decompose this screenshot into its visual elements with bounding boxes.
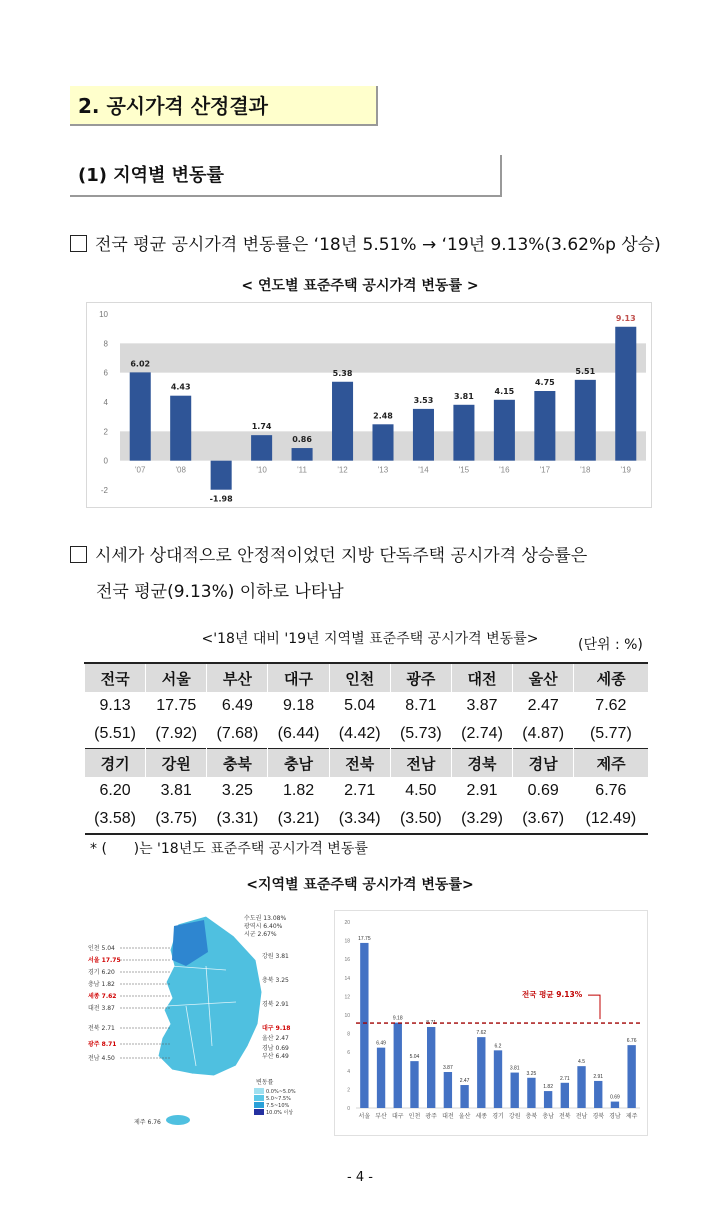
y-tick-label: 4 — [347, 1068, 350, 1075]
data-label: 6.76 — [626, 1038, 637, 1045]
change-value-cell: 2.47 — [527, 697, 559, 714]
prev-value-cell: (5.51) — [94, 725, 136, 742]
jeju-label: 제주 6.76 — [134, 1119, 161, 1126]
prev-value-cell: (3.50) — [399, 810, 442, 827]
x-tick-label: '18 — [580, 465, 591, 475]
data-label: 5.51 — [575, 366, 596, 376]
data-label: 3.53 — [413, 395, 434, 405]
bar — [453, 405, 474, 461]
bar — [394, 1023, 402, 1108]
y-tick-label: 0 — [103, 456, 108, 466]
x-tick-label: '10 — [256, 465, 267, 475]
region-label: 충남 1.82 — [88, 981, 115, 988]
prev-value-cell: (3.34) — [338, 810, 381, 827]
bar — [494, 400, 515, 461]
change-value-cell: 7.62 — [595, 697, 627, 714]
x-tick-label: '13 — [377, 465, 389, 475]
x-tick-label: '16 — [499, 465, 510, 475]
data-label: 6.49 — [376, 1040, 386, 1047]
y-tick-label: 6 — [347, 1050, 350, 1057]
metro-summary-label: 시군 2.67% — [244, 931, 277, 938]
y-tick-label: 6 — [103, 368, 108, 378]
y-tick-label: 0 — [347, 1106, 350, 1112]
region-label: 전북 2.71 — [88, 1025, 115, 1032]
change-value-cell: 6.49 — [221, 697, 253, 714]
table-value-row — [85, 692, 649, 720]
prev-value-cell: (5.73) — [399, 725, 442, 742]
data-label: -1.98 — [209, 494, 233, 504]
prev-value-cell: (6.44) — [277, 725, 320, 742]
data-label: 6.2 — [494, 1043, 502, 1050]
data-label: 4.75 — [534, 378, 555, 387]
x-tick-label: 제주 — [625, 1113, 638, 1120]
bar — [477, 1037, 485, 1108]
x-tick-label: '17 — [539, 465, 551, 475]
prev-value-cell: (3.29) — [461, 810, 503, 827]
bar — [372, 424, 393, 460]
bullet-2-line1: 시세가 상대적으로 안정적이었던 지방 단독주택 공시가격 상승률은 — [95, 546, 588, 566]
region-label: 경남 0.69 — [262, 1045, 289, 1052]
x-tick-label: '14 — [418, 465, 429, 475]
bullet-2-line2: 전국 평균(9.13%) 이하로 나타남 — [96, 582, 344, 602]
x-tick-label: 울산 — [458, 1113, 471, 1120]
yearly-change-chart — [86, 302, 652, 508]
y-tick-label: 2 — [103, 427, 108, 437]
y-tick-label: 20 — [344, 920, 350, 926]
bar — [527, 1078, 535, 1108]
change-value-cell: 2.91 — [466, 782, 498, 799]
change-value-cell: 3.25 — [221, 782, 253, 799]
region-name-cell: 경남 — [513, 749, 574, 778]
region-name-cell: 대구 — [268, 663, 329, 692]
prev-value-cell: (12.49) — [585, 810, 637, 827]
y-tick-label: 2 — [347, 1087, 350, 1094]
x-tick-label: 전북 — [559, 1113, 571, 1120]
region-label: 세종 7.62 — [88, 993, 117, 1000]
x-tick-label: '15 — [458, 465, 470, 475]
footnote: * ( )는 '18년도 표준주택 공시가격 변동률 — [90, 841, 368, 857]
region-name-cell: 대전 — [451, 663, 512, 692]
national-average-label: 전국 평균 9.13% — [522, 990, 583, 1000]
prev-value-cell: (7.92) — [155, 725, 198, 742]
x-tick-label: 경남 — [609, 1113, 621, 1120]
data-label: 9.13 — [615, 313, 636, 323]
change-value-cell: 4.50 — [405, 782, 437, 799]
bar — [251, 435, 272, 461]
prev-value-cell: (5.77) — [589, 725, 632, 742]
bar — [561, 1083, 569, 1108]
region-name-cell: 서울 — [146, 663, 207, 692]
y-tick-label: 12 — [344, 994, 350, 1001]
section-title: 2. 공시가격 산정결과 — [70, 86, 378, 126]
data-label: 4.5 — [578, 1059, 586, 1066]
bar — [170, 396, 191, 461]
regional-change-chart — [334, 910, 648, 1136]
region-name-cell: 경북 — [451, 749, 512, 778]
bar — [377, 1048, 385, 1108]
regional-change-table — [84, 662, 648, 835]
bar — [332, 382, 353, 461]
data-label: 17.75 — [358, 935, 371, 942]
x-tick-label: '08 — [175, 465, 186, 475]
region-name-cell: 전남 — [390, 749, 451, 778]
table-header-row — [85, 749, 649, 778]
region-name-cell: 충북 — [207, 749, 268, 778]
x-tick-label: 서울 — [358, 1113, 371, 1120]
y-tick-label: 4 — [103, 398, 108, 407]
data-label: 1.82 — [543, 1084, 553, 1091]
prev-value-cell: (3.58) — [94, 810, 136, 827]
data-label: 6.02 — [130, 359, 151, 369]
bar — [410, 1061, 418, 1108]
legend-swatch — [254, 1102, 264, 1108]
bar — [444, 1072, 452, 1108]
data-label: 0.86 — [292, 435, 312, 445]
region-name-cell: 전북 — [329, 749, 390, 778]
region-name-cell: 광주 — [390, 663, 451, 692]
bar — [292, 448, 313, 461]
bar — [494, 1050, 502, 1108]
x-tick-label: 대전 — [442, 1113, 454, 1120]
table-unit: (단위 : %) — [578, 637, 643, 653]
legend-label: 0.0%~5.0% — [266, 1089, 296, 1095]
x-tick-label: 인천 — [408, 1113, 421, 1120]
bullet-2 — [70, 544, 710, 568]
bar — [615, 327, 636, 461]
page-number: - 4 - — [347, 1170, 373, 1185]
data-label: 4.15 — [494, 386, 515, 396]
legend-swatch — [254, 1109, 264, 1115]
region-name-cell: 제주 — [574, 749, 648, 778]
data-label: 2.48 — [373, 411, 393, 421]
region-label: 경북 2.91 — [262, 1001, 289, 1008]
x-tick-label: 강원 — [508, 1113, 521, 1120]
prev-value-cell: (4.42) — [338, 725, 381, 742]
change-value-cell: 0.69 — [527, 782, 559, 799]
region-name-cell: 울산 — [513, 663, 574, 692]
x-tick-label: 부산 — [375, 1113, 387, 1120]
region-label: 대구 9.18 — [262, 1025, 291, 1032]
region-name-cell: 부산 — [207, 663, 268, 692]
x-tick-label: '19 — [620, 465, 631, 475]
data-label: 3.25 — [526, 1070, 537, 1077]
data-label: 4.43 — [170, 382, 191, 392]
legend-title: 변동률 — [256, 1079, 274, 1086]
x-tick-label: '11 — [297, 465, 307, 475]
data-label: 2.71 — [559, 1075, 570, 1082]
prev-value-cell: (7.68) — [216, 725, 259, 742]
bar — [360, 943, 368, 1108]
data-label: 3.81 — [454, 391, 474, 401]
x-tick-label: 경북 — [592, 1113, 605, 1120]
x-tick-label: 경기 — [492, 1113, 504, 1120]
change-value-cell: 1.82 — [282, 782, 315, 799]
prev-value-cell: (3.75) — [155, 810, 198, 827]
region-name-cell: 충남 — [268, 749, 329, 778]
table-caption: <'18년 대비 '19년 지역별 표준주택 공시가격 변동률> — [201, 631, 539, 647]
legend-label: 7.5~10% — [266, 1103, 290, 1109]
grid-band — [120, 343, 646, 372]
y-tick-label: 18 — [344, 938, 350, 945]
y-tick-label: 8 — [347, 1031, 350, 1038]
change-value-cell: 5.04 — [344, 697, 376, 714]
metro-summary-label: 광역시 6.40% — [244, 923, 283, 930]
bar — [544, 1091, 552, 1108]
bar — [460, 1085, 468, 1108]
region-label: 서울 17.75 — [88, 957, 121, 964]
bullet-1 — [70, 233, 710, 257]
korea-change-map — [86, 906, 308, 1138]
x-tick-label: 대구 — [391, 1113, 404, 1120]
map-caption: <지역별 표준주택 공시가격 변동률> — [246, 877, 474, 893]
table-header-row — [85, 663, 649, 692]
bullet-1-text: 전국 평균 공시가격 변동률은 ‘18년 5.51% → ‘19년 9.13%(3.62%p 상승) — [95, 235, 661, 255]
table-prev-row — [85, 720, 649, 749]
change-value-cell: 6.76 — [595, 782, 627, 799]
bar — [575, 380, 596, 461]
data-label: 2.91 — [593, 1073, 604, 1080]
region-name-cell: 강원 — [146, 749, 207, 778]
data-label: 2.47 — [459, 1078, 470, 1085]
data-label: 9.18 — [392, 1015, 403, 1022]
bar — [211, 461, 232, 490]
bar — [534, 391, 555, 461]
data-label: 5.38 — [332, 368, 353, 378]
bar — [413, 409, 434, 461]
region-label: 대전 3.87 — [88, 1005, 115, 1012]
region-name-cell: 경기 — [85, 749, 146, 778]
prev-value-cell: (2.74) — [461, 725, 503, 742]
jeju-island-shape — [166, 1115, 190, 1125]
bar — [577, 1066, 585, 1108]
region-label: 경기 6.20 — [88, 969, 115, 976]
bar — [511, 1073, 519, 1108]
prev-value-cell: (3.21) — [277, 810, 320, 827]
region-name-cell: 전국 — [85, 663, 146, 692]
region-label: 울산 2.47 — [262, 1035, 289, 1042]
data-label: 3.87 — [443, 1065, 453, 1072]
x-tick-label: '07 — [135, 465, 146, 475]
change-value-cell: 17.75 — [156, 697, 197, 714]
x-tick-label: 광주 — [425, 1113, 437, 1120]
bar — [611, 1102, 619, 1108]
y-tick-label: -2 — [100, 486, 108, 495]
y-tick-label: 10 — [99, 310, 108, 319]
change-value-cell: 9.13 — [99, 697, 131, 714]
bar — [427, 1027, 435, 1108]
y-tick-label: 16 — [344, 957, 350, 964]
x-tick-label: 충남 — [542, 1113, 554, 1120]
bar — [594, 1081, 602, 1108]
checkbox-bullet-icon — [70, 546, 87, 563]
x-tick-label: 충북 — [525, 1113, 538, 1120]
bar — [627, 1045, 635, 1108]
data-label: 8.71 — [426, 1019, 437, 1026]
change-value-cell: 8.71 — [405, 697, 437, 714]
region-name-cell: 인천 — [329, 663, 390, 692]
y-tick-label: 10 — [344, 1013, 350, 1019]
table-prev-row — [85, 805, 649, 834]
x-tick-label: 세종 — [475, 1113, 488, 1120]
legend-label: 10.0% 이상 — [266, 1110, 294, 1116]
table-value-row — [85, 777, 649, 805]
legend-label: 5.0~7.5% — [266, 1096, 291, 1102]
bar — [130, 372, 151, 460]
prev-value-cell: (4.87) — [522, 725, 565, 742]
legend-swatch — [254, 1095, 264, 1101]
x-tick-label: '12 — [337, 465, 348, 475]
region-label: 강원 3.81 — [262, 953, 289, 960]
change-value-cell: 3.81 — [160, 782, 192, 799]
region-label: 충북 3.25 — [262, 977, 289, 984]
x-tick-label: 전남 — [575, 1113, 588, 1120]
data-label: 3.81 — [509, 1065, 520, 1072]
y-tick-label: 14 — [344, 975, 350, 982]
legend-swatch — [254, 1088, 264, 1094]
prev-value-cell: (3.31) — [216, 810, 259, 827]
data-label: 1.74 — [251, 422, 272, 432]
subsection-title: (1) 지역별 변동률 — [70, 155, 502, 197]
region-label: 전남 4.50 — [88, 1055, 115, 1062]
data-label: 5.04 — [409, 1054, 420, 1061]
change-value-cell: 9.18 — [282, 697, 315, 714]
change-value-cell: 6.20 — [99, 782, 131, 799]
change-value-cell: 3.87 — [466, 697, 498, 714]
checkbox-bullet-icon — [70, 235, 87, 252]
chart1-caption: < 연도별 표준주택 공시가격 변동률 > — [241, 278, 479, 294]
prev-value-cell: (3.67) — [522, 810, 565, 827]
region-label: 인천 5.04 — [88, 945, 115, 952]
region-name-cell: 세종 — [574, 663, 648, 692]
region-label: 광주 8.71 — [88, 1041, 117, 1048]
data-label: 0.69 — [610, 1094, 620, 1101]
data-label: 7.62 — [476, 1030, 487, 1037]
change-value-cell: 2.71 — [344, 782, 376, 799]
metro-summary-label: 수도권 13.08% — [244, 915, 287, 922]
y-tick-label: 8 — [103, 339, 108, 349]
region-label: 부산 6.49 — [262, 1053, 289, 1060]
